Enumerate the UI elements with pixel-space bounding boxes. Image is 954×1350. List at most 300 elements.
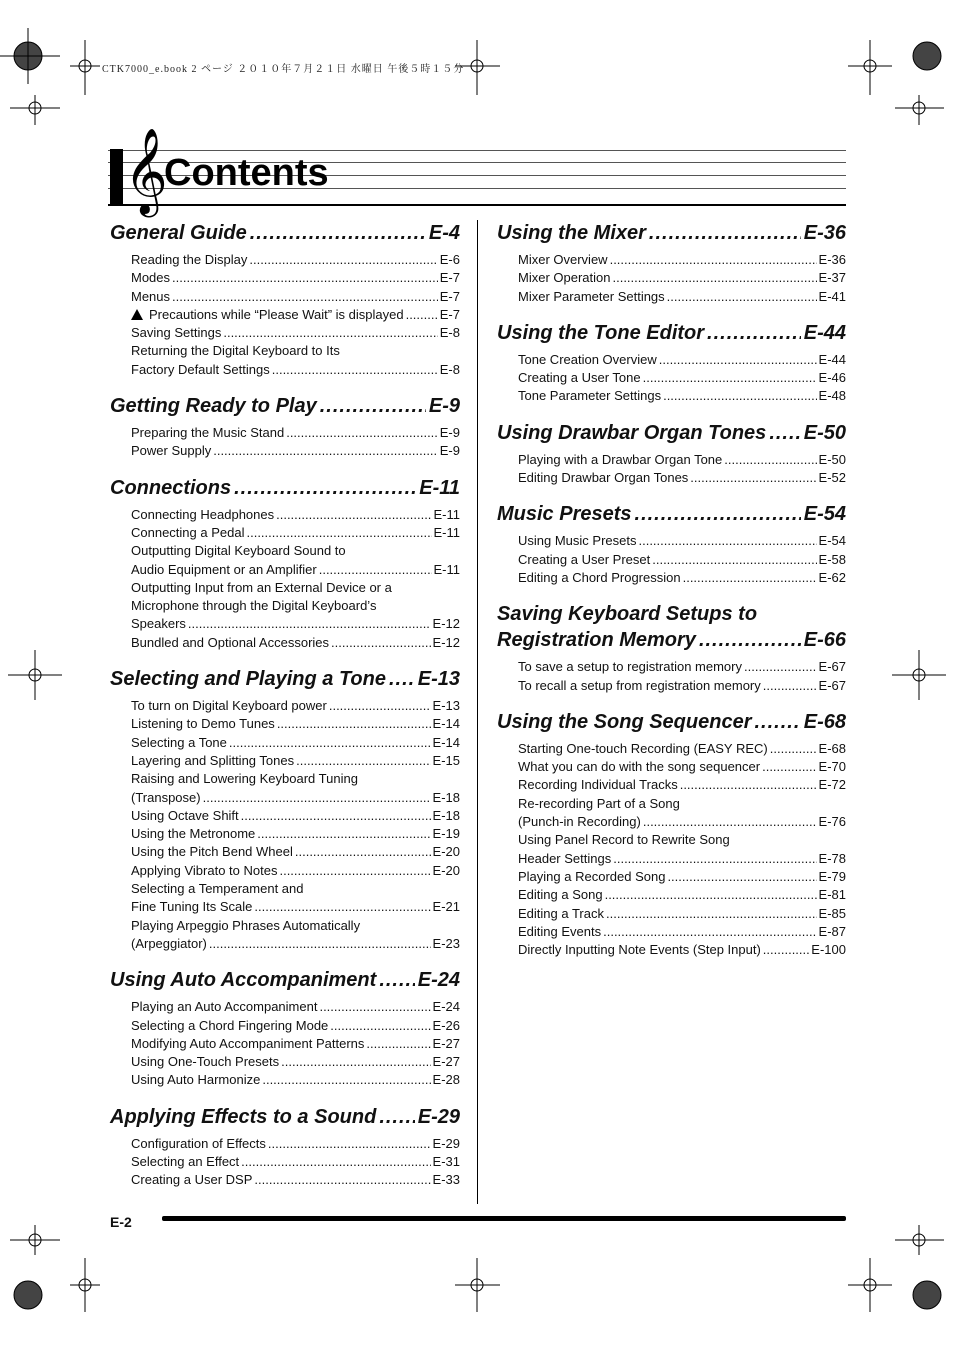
toc-entry[interactable]	[518, 795, 846, 832]
toc-entry[interactable]	[518, 551, 846, 569]
entry-text	[131, 524, 244, 542]
entry-row	[131, 1153, 460, 1171]
entry-label: Connecting Headphones	[131, 506, 275, 522]
entry-page: E-14	[432, 734, 460, 750]
section-heading[interactable]	[497, 220, 846, 246]
dot-leader	[213, 442, 438, 460]
entry-text	[131, 251, 247, 269]
dot-leader	[762, 758, 816, 776]
entry-row	[131, 715, 460, 733]
entry-page: E-21	[432, 899, 460, 915]
dot-leader	[319, 561, 432, 579]
section-entries	[131, 506, 460, 652]
toc-entry[interactable]	[518, 569, 846, 587]
section-page: E-54	[803, 503, 846, 526]
toc-entry[interactable]	[131, 880, 460, 917]
entry-page: E-67	[818, 677, 846, 693]
entry-label: Recording Individual Tracks	[518, 777, 678, 793]
entry-row	[518, 923, 846, 941]
entry-page: E-67	[818, 659, 846, 675]
entry-page: E-100	[811, 942, 846, 958]
toc-entry[interactable]	[518, 868, 846, 886]
entry-text	[518, 813, 641, 831]
toc-section	[110, 220, 460, 379]
entry-label: Editing a Song	[518, 887, 603, 903]
entry-label: What you can do with the song sequencer	[518, 759, 761, 775]
dot-leader	[612, 269, 816, 287]
section-entries	[518, 451, 846, 488]
section-title: Using the Song Sequencer	[497, 710, 752, 733]
section-heading[interactable]	[110, 393, 460, 419]
entry-label: Editing a Chord Progression	[518, 569, 681, 585]
section-title-line2	[497, 627, 846, 653]
dot-leader	[268, 1135, 431, 1153]
entry-row	[131, 1017, 460, 1035]
entry-text	[518, 532, 636, 550]
toc-entry[interactable]	[518, 251, 846, 269]
dot-leader	[613, 850, 816, 868]
entry-label: To recall a setup from registration memory	[518, 677, 761, 693]
entry-row	[131, 269, 460, 287]
dot-leader	[276, 506, 431, 524]
entry-label: Modes	[131, 270, 171, 286]
entry-page: E-14	[432, 716, 460, 732]
section-page: E-29	[417, 1105, 460, 1128]
toc-entry[interactable]	[518, 387, 846, 405]
entry-text	[518, 269, 610, 287]
entry-label: Speakers	[131, 616, 186, 632]
entry-row	[518, 658, 846, 676]
entry-text	[131, 843, 293, 861]
entry-text	[518, 677, 761, 695]
entry-label: Preparing the Music Stand	[131, 425, 285, 441]
entry-text	[131, 634, 329, 652]
entry-row	[518, 351, 846, 369]
entry-row	[131, 324, 460, 342]
entry-text	[131, 506, 274, 524]
entry-row	[518, 905, 846, 923]
page-number: E-2	[110, 1214, 132, 1230]
entry-row	[131, 1171, 460, 1189]
toc-entry[interactable]	[518, 941, 846, 959]
entry-page: E-19	[432, 826, 460, 842]
toc-entry[interactable]	[518, 831, 846, 868]
dot-leader	[770, 740, 817, 758]
entry-label: Precautions while “Please Wait” is displayed	[149, 306, 404, 322]
toc-section	[110, 475, 460, 652]
entry-text	[131, 862, 277, 880]
dot-leader	[249, 251, 437, 269]
entry-row	[518, 886, 846, 904]
toc-entry[interactable]	[131, 770, 460, 807]
dot-leader	[659, 351, 817, 369]
section-heading[interactable]	[110, 475, 460, 501]
entry-text	[131, 789, 201, 807]
toc-entry[interactable]	[131, 524, 460, 542]
entry-label: Playing an Auto Accompaniment	[131, 999, 318, 1015]
toc-entry[interactable]	[131, 251, 460, 269]
section-entries	[518, 740, 846, 960]
dot-leader	[763, 677, 817, 695]
dot-leader	[329, 697, 431, 715]
entry-text-line: Using Panel Record to Rewrite Song	[518, 832, 730, 848]
entry-row	[518, 469, 846, 487]
entry-row	[131, 288, 460, 306]
entry-row	[518, 251, 846, 269]
entry-row	[518, 740, 846, 758]
entry-page: E-11	[433, 561, 460, 577]
entry-page: E-36	[818, 252, 846, 267]
entry-text	[518, 886, 603, 904]
dot-leader	[229, 734, 431, 752]
toc-entry[interactable]	[518, 776, 846, 794]
entry-label: Menus	[131, 288, 171, 304]
entry-label: Reading the Display	[131, 252, 248, 267]
toc-entry[interactable]	[518, 288, 846, 306]
entry-text-line: Playing Arpeggio Phrases Automatically	[131, 917, 361, 933]
toc-entry[interactable]	[131, 862, 460, 880]
entry-row	[518, 850, 846, 868]
entry-row	[131, 998, 460, 1016]
entry-page: E-23	[432, 935, 460, 951]
entry-page: E-15	[432, 752, 460, 768]
toc-entry[interactable]	[518, 886, 846, 904]
entry-text	[131, 1135, 266, 1153]
entry-page: E-31	[432, 1153, 460, 1169]
dot-leader	[680, 776, 817, 794]
print-header: CTK7000_e.book 2 ページ ２０１０年７月２１日 水曜日 午後５時１５分	[102, 64, 465, 75]
entry-text	[131, 615, 186, 633]
toc-entry[interactable]	[131, 734, 460, 752]
entry-row	[131, 561, 460, 579]
dot-leader	[638, 532, 816, 550]
entry-text	[131, 361, 270, 379]
section-page: E-36	[803, 222, 846, 244]
entry-text-line: Microphone through the Digital Keyboard’s	[131, 598, 377, 614]
dot-leader	[250, 220, 426, 246]
toc-entry[interactable]	[131, 269, 460, 287]
entry-row	[518, 369, 846, 387]
entry-label: Creating a User Preset	[518, 551, 651, 567]
entry-text	[131, 1035, 364, 1053]
entry-row	[131, 862, 460, 880]
entry-label: Using the Metronome	[131, 826, 256, 842]
toc-entry[interactable]	[131, 1135, 460, 1153]
dot-leader	[699, 627, 801, 653]
entry-label: Connecting a Pedal	[131, 524, 245, 540]
entry-text	[131, 269, 170, 287]
toc-entry[interactable]	[131, 843, 460, 861]
entry-row	[131, 898, 460, 916]
entry-page: E-18	[432, 807, 460, 823]
toc-entry[interactable]	[518, 469, 846, 487]
dot-leader	[366, 1035, 430, 1053]
entry-row	[131, 442, 460, 460]
toc-entry[interactable]	[518, 758, 846, 776]
entry-label: (Arpeggiator)	[131, 935, 207, 951]
entry-label: Audio Equipment or an Amplifier	[131, 561, 317, 577]
entry-page: E-11	[433, 506, 460, 522]
entry-label: Applying Vibrato to Notes	[131, 862, 278, 878]
entry-page: E-58	[818, 551, 846, 567]
entry-text	[518, 451, 722, 469]
entry-text	[518, 369, 641, 387]
toc-entry[interactable]	[131, 825, 460, 843]
toc-section	[110, 393, 460, 461]
entry-page: E-29	[432, 1135, 460, 1151]
entry-row	[131, 1053, 460, 1071]
entry-row	[131, 734, 460, 752]
entry-text	[518, 758, 760, 776]
entry-page: E-7	[439, 270, 460, 286]
dot-leader	[257, 825, 430, 843]
entry-text	[131, 825, 255, 843]
entry-page: E-72	[818, 777, 846, 793]
entry-text	[518, 658, 742, 676]
entry-label: (Transpose)	[131, 789, 201, 805]
entry-text	[131, 1171, 252, 1189]
toc-entry[interactable]	[131, 442, 460, 460]
entry-row	[131, 251, 460, 269]
entry-row	[518, 288, 846, 306]
toc-entry[interactable]	[518, 740, 846, 758]
entry-page: E-24	[432, 999, 460, 1015]
toc-entry[interactable]	[131, 1017, 460, 1035]
toc-section	[497, 601, 846, 695]
entry-page: E-8	[439, 361, 460, 377]
entry-row	[131, 1071, 460, 1089]
toc-entry[interactable]	[131, 579, 460, 634]
toc-entry[interactable]	[131, 715, 460, 733]
column-divider	[477, 220, 478, 1204]
section-title: Using Drawbar Organ Tones	[497, 421, 767, 444]
dot-leader	[690, 469, 816, 487]
entry-text	[518, 387, 661, 405]
entry-page: E-11	[433, 524, 460, 540]
entry-row	[131, 1035, 460, 1053]
section-title: Using the Tone Editor	[497, 321, 705, 344]
toc-entry[interactable]	[518, 451, 846, 469]
entry-text	[518, 941, 761, 959]
toc-entry[interactable]	[131, 697, 460, 715]
dot-leader	[635, 501, 801, 527]
entry-label: Bundled and Optional Accessories	[131, 634, 330, 650]
entry-label: Starting One-touch Recording (EASY REC)	[518, 740, 768, 756]
dot-leader	[223, 324, 437, 342]
dot-leader	[279, 862, 430, 880]
entry-text-line: Re-recording Part of a Song	[518, 795, 680, 811]
dot-leader	[188, 615, 431, 633]
entry-text	[518, 251, 608, 269]
entry-page: E-85	[818, 905, 846, 921]
entry-label: To turn on Digital Keyboard power	[131, 698, 327, 714]
toc-entry[interactable]	[518, 351, 846, 369]
staff-line	[108, 150, 846, 151]
section-heading[interactable]	[497, 320, 846, 346]
section-heading[interactable]	[497, 601, 846, 653]
entry-page: E-70	[818, 759, 846, 775]
section-entries	[518, 658, 846, 695]
dot-leader	[605, 886, 817, 904]
entry-label: Editing Drawbar Organ Tones	[518, 470, 689, 486]
entry-row	[518, 387, 846, 405]
entry-page: E-50	[818, 451, 846, 467]
entry-row	[131, 752, 460, 770]
toc-entry[interactable]	[131, 1171, 460, 1189]
section-page: E-9	[428, 395, 460, 418]
entry-page: E-7	[439, 306, 460, 322]
toc-entry[interactable]	[518, 905, 846, 923]
entry-label: To save a setup to registration memory	[518, 659, 742, 675]
toc-entry[interactable]	[131, 288, 460, 306]
toc-entry[interactable]	[131, 807, 460, 825]
dot-leader	[769, 420, 800, 446]
entry-page: E-68	[818, 740, 846, 756]
entry-text	[131, 324, 221, 342]
staff-line	[108, 204, 846, 206]
entry-text	[518, 776, 678, 794]
dot-leader	[277, 715, 431, 733]
toc-section	[497, 220, 846, 306]
toc-section	[497, 320, 846, 406]
entry-row	[131, 306, 460, 324]
toc-entry[interactable]	[131, 1035, 460, 1053]
entry-row	[131, 524, 460, 542]
section-page: E-24	[417, 969, 460, 992]
dot-leader	[295, 843, 431, 861]
entry-label: Fine Tuning Its Scale	[131, 899, 253, 915]
section-title: Using the Mixer	[497, 222, 646, 244]
entry-page: E-7	[439, 288, 460, 304]
toc-entry[interactable]	[518, 269, 846, 287]
entry-row	[131, 506, 460, 524]
toc-entry[interactable]	[518, 677, 846, 695]
entry-text	[131, 306, 404, 324]
toc-entry[interactable]	[131, 1071, 460, 1089]
section-title: Registration Memory	[497, 629, 696, 652]
section-entries	[518, 251, 846, 306]
dot-leader	[319, 998, 430, 1016]
entry-page: E-20	[432, 844, 460, 860]
dot-leader	[203, 789, 431, 807]
entry-text	[518, 569, 681, 587]
entry-text	[131, 752, 294, 770]
toc-entry[interactable]	[131, 998, 460, 1016]
entry-label: Using Music Presets	[518, 533, 637, 549]
section-page: E-4	[428, 222, 460, 244]
entry-text	[518, 868, 665, 886]
toc-entry[interactable]	[518, 923, 846, 941]
section-title: Getting Ready to Play	[110, 395, 317, 418]
section-title: Selecting and Playing a Tone	[110, 668, 386, 691]
entry-label: Directly Inputting Note Events (Step Input)	[518, 942, 761, 958]
dot-leader	[241, 1153, 430, 1171]
dot-leader	[603, 923, 816, 941]
entry-row	[131, 697, 460, 715]
section-title-line1: Saving Keyboard Setups to	[497, 603, 758, 626]
entry-text	[518, 850, 611, 868]
section-heading[interactable]	[110, 666, 460, 692]
entry-label: Mixer Operation	[518, 270, 611, 286]
toc-entry[interactable]	[131, 1053, 460, 1071]
toc-entry[interactable]	[131, 917, 460, 954]
dot-leader	[389, 666, 415, 692]
entry-text	[131, 1017, 328, 1035]
entry-row	[518, 868, 846, 886]
dot-leader	[643, 813, 817, 831]
entry-page: E-48	[818, 388, 846, 404]
entry-row	[518, 551, 846, 569]
toc-entry[interactable]	[131, 506, 460, 524]
section-entries	[131, 998, 460, 1089]
entry-page: E-76	[818, 814, 846, 830]
toc-entry[interactable]	[131, 542, 460, 579]
entry-label: Using the Pitch Bend Wheel	[131, 844, 293, 860]
toc-entry[interactable]	[131, 752, 460, 770]
entry-row	[131, 424, 460, 442]
toc-entry[interactable]	[131, 324, 460, 342]
section-heading[interactable]	[497, 709, 846, 735]
toc-left-column	[110, 220, 460, 1204]
entry-row	[518, 813, 846, 831]
entry-text	[131, 1153, 239, 1171]
toc-entry[interactable]	[131, 424, 460, 442]
entry-text	[131, 734, 227, 752]
toc-entry[interactable]	[131, 1153, 460, 1171]
entry-label: Configuration of Effects	[131, 1135, 266, 1151]
dot-leader	[610, 251, 817, 269]
entry-text	[131, 424, 284, 442]
entry-label: Listening to Demo Tunes	[131, 716, 275, 732]
entry-text-line: Outputting Input from an External Device or a	[131, 579, 392, 595]
section-page: E-44	[803, 321, 846, 344]
section-entries	[131, 251, 460, 379]
dot-leader	[754, 709, 800, 735]
section-title: Using Auto Accompaniment	[110, 969, 377, 992]
toc-entry[interactable]	[131, 634, 460, 652]
entry-page: E-8	[439, 325, 460, 341]
entry-page: E-27	[432, 1035, 460, 1051]
title-bar	[110, 149, 123, 206]
section-heading[interactable]	[110, 967, 460, 993]
toc-entry[interactable]	[518, 369, 846, 387]
section-heading[interactable]	[110, 220, 460, 246]
entry-text	[131, 697, 327, 715]
entry-label: Saving Settings	[131, 325, 222, 341]
section-title: Music Presets	[497, 503, 632, 526]
toc-entry[interactable]	[518, 532, 846, 550]
toc-entry[interactable]	[518, 658, 846, 676]
entry-row	[518, 569, 846, 587]
dot-leader	[254, 898, 430, 916]
section-heading[interactable]	[497, 501, 846, 527]
entry-label: (Punch-in Recording)	[518, 814, 641, 830]
section-heading[interactable]	[497, 420, 846, 446]
entry-label: Mixer Overview	[518, 252, 608, 267]
section-heading[interactable]	[110, 1104, 460, 1130]
toc-entry[interactable]	[131, 306, 460, 324]
section-entries	[131, 1135, 460, 1190]
dot-leader	[331, 634, 431, 652]
toc-section	[110, 1104, 460, 1190]
entry-label: Power Supply	[131, 443, 212, 459]
entry-text-line: Raising and Lowering Keyboard Tuning	[131, 771, 358, 787]
dot-leader	[707, 320, 801, 346]
toc-section	[497, 420, 846, 488]
entry-row	[518, 451, 846, 469]
toc-entry[interactable]	[131, 342, 460, 379]
dot-leader	[763, 941, 810, 959]
